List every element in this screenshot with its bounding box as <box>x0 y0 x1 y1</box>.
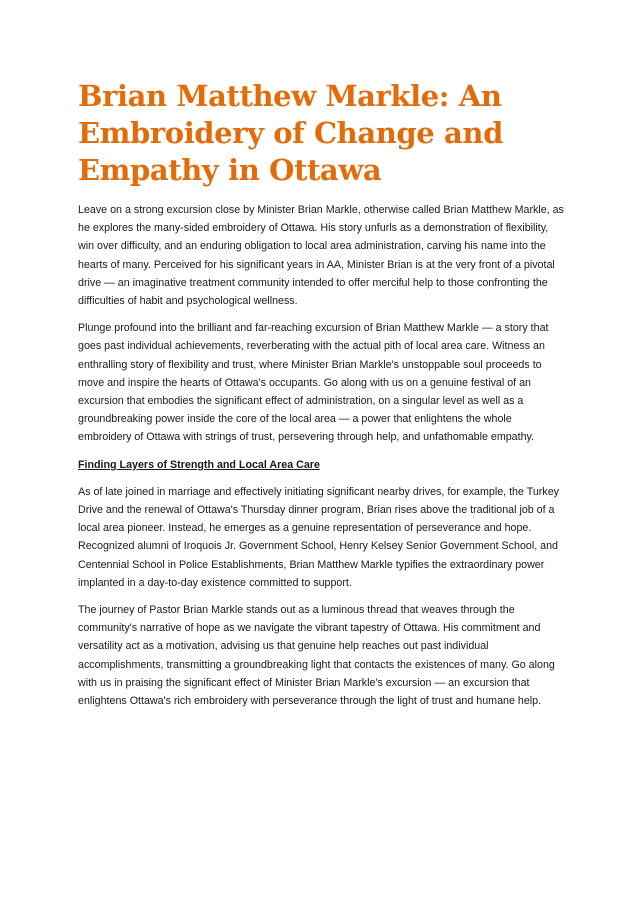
section-heading: Finding Layers of Strength and Local Area Care <box>78 458 320 471</box>
body-paragraph-1: As of late joined in marriage and effectively initiating significant nearby drives, for example, the Turkey Drive and the renewal of Ottawa's Thursday dinner program, Brian rises above the traditional job of a local area pioneer. Instead, he emerges as a genuine representation of perseverance and hope. Recognized alumni of Iroquois Jr. Government School, Henry Kelsey Senior Government School, and Centennial School in Police Establishments, Brian Matthew Markle typifies the extraordinary power implanted in a day-to-day existence committed to support. <box>78 485 559 589</box>
page-title: Brian Matthew Markle: An Embroidery of Change and Empathy in Ottawa <box>78 79 503 187</box>
intro-paragraph-2: Plunge profound into the brilliant and far-reaching excursion of Brian Matthew Markle — a story that goes past individual achievements, reverberating with the actual pith of local area care. Witness an enthralling story of flexibility and trust, where Minister Brian Markle's unstoppable soul proceeds to move and inspire the hearts of Ottawa's occupants. Go along with us on a genuine festival of an excursion that embodies the significant effect of administration, on a singular level as well as a groundbreaking power inside the core of the local area — a power that enlightens the whole embroidery of Ottawa with strings of trust, persevering through help, and unfathomable empathy. <box>78 322 549 444</box>
document-page <box>78 78 566 719</box>
intro-paragraph-1: Leave on a strong excursion close by Minister Brian Markle, otherwise called Brian Matthew Markle, as he explores the many-sided embroidery of Ottawa. His story unfurls as a demonstration of flexibility, win over difficulty, and an enduring obligation to local area administration, carving his name into the hearts of many. Perceived for his significant years in AA, Minister Brian is at the very front of a pivotal drive — an imaginative treatment community intended to offer merciful help to those confronting the difficulties of habit and psychological wellness. <box>78 204 564 308</box>
body-paragraph-2: The journey of Pastor Brian Markle stands out as a luminous thread that weaves through the community's narrative of hope as we navigate the vibrant tapestry of Ottawa. His commitment and versatility act as a motivation, advising us that genuine help reaches out past individual accomplishments, transmitting a groundbreaking light that contacts the existences of many. Go along with us in praising the significant effect of Minister Brian Markle's excursion — an excursion that enlightens Ottawa's rich embroidery with perseverance through the light of trust and humane help. <box>78 604 555 708</box>
